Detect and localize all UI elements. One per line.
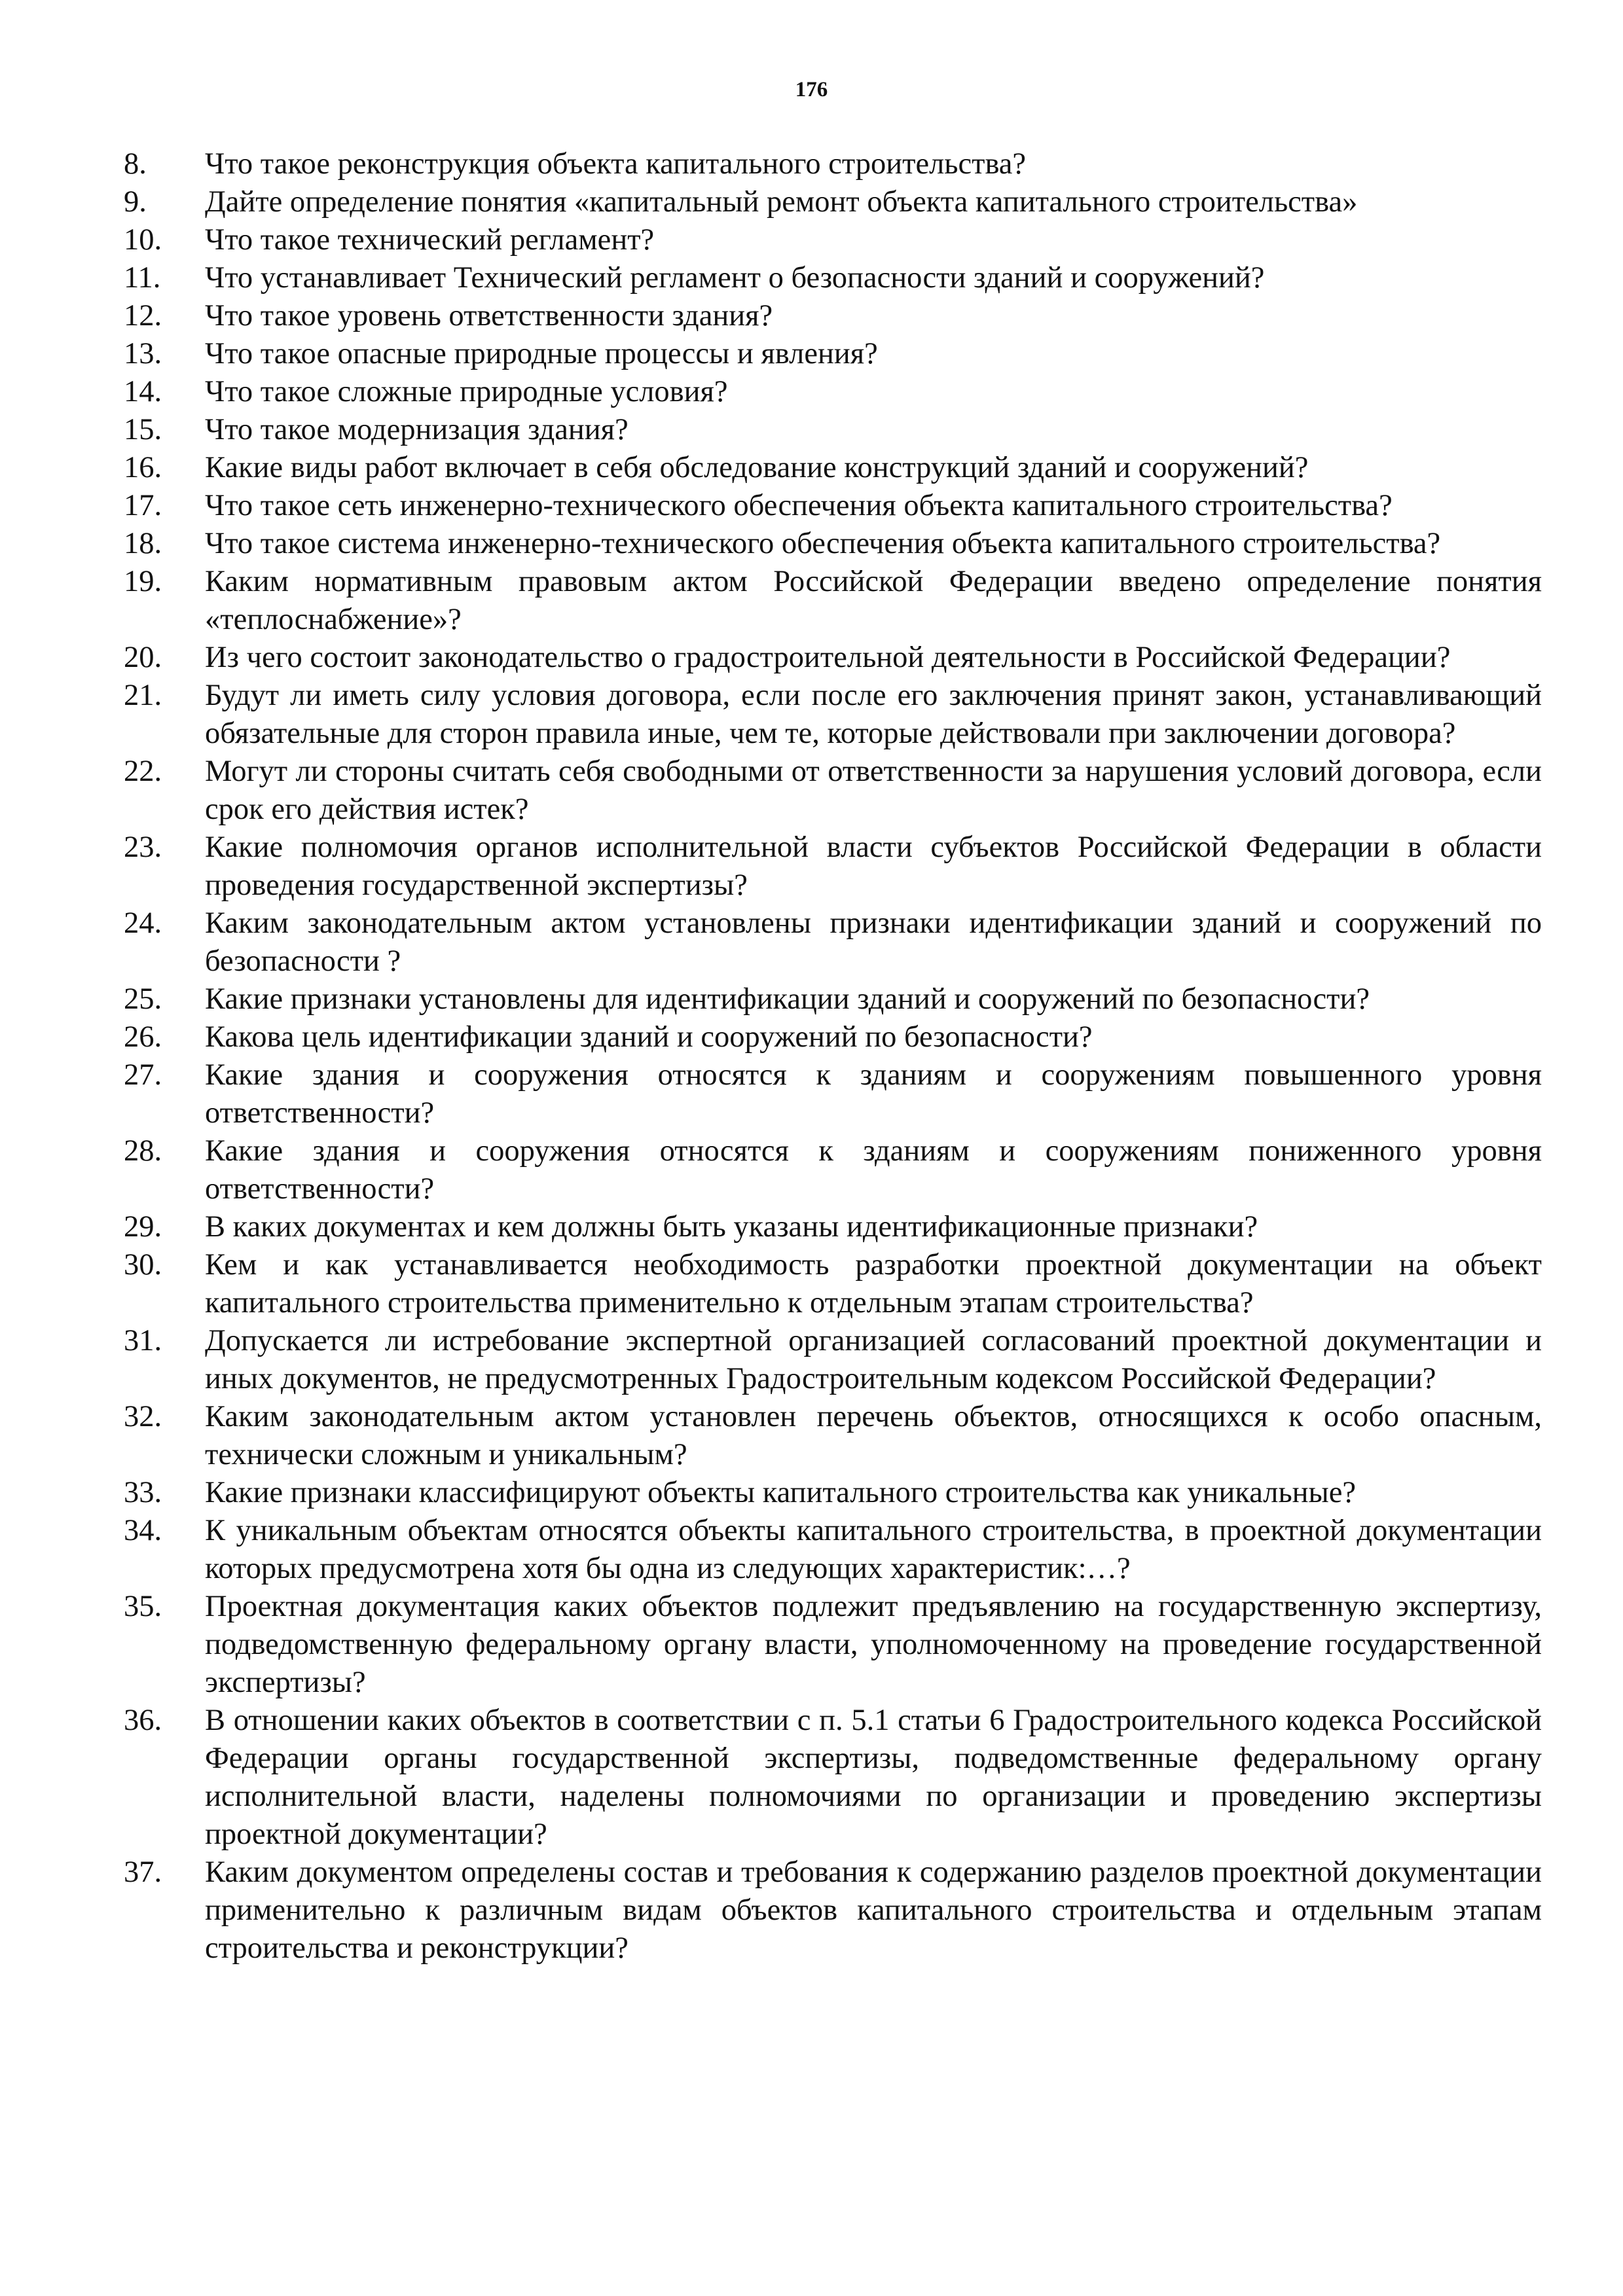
question-text: Каким законодательным актом установлен перечень объектов, относящихся к особо опасным, технически сложным и уникальным? — [205, 1400, 1542, 1471]
question-number: 25. — [124, 982, 162, 1016]
question-item — [124, 980, 1542, 1018]
question-item — [124, 221, 1542, 259]
question-text: Какие виды работ включает в себя обследование конструкций зданий и сооружений? — [205, 451, 1309, 484]
question-item — [124, 1702, 1542, 1854]
question-item — [124, 1246, 1542, 1322]
question-number: 21. — [124, 679, 162, 712]
question-item — [124, 829, 1542, 905]
question-number: 27. — [124, 1058, 162, 1092]
question-text: Проектная документация каких объектов подлежит предъявлению на государственную экспертизу, подведомственную федеральному органу власти, уполномоченному на проведение государственной экспертизы? — [205, 1590, 1542, 1699]
question-item — [124, 1474, 1542, 1512]
question-number: 23. — [124, 831, 162, 864]
question-item — [124, 525, 1542, 563]
question-item — [124, 677, 1542, 753]
question-number: 36. — [124, 1704, 162, 1737]
question-item — [124, 1018, 1542, 1056]
question-text: Что такое сложные природные условия? — [205, 375, 728, 408]
question-item — [124, 1208, 1542, 1246]
question-item — [124, 1056, 1542, 1132]
question-item — [124, 753, 1542, 829]
question-number: 10. — [124, 223, 162, 257]
question-number: 26. — [124, 1020, 162, 1054]
question-item — [124, 1398, 1542, 1474]
question-number: 20. — [124, 641, 162, 674]
question-text: К уникальным объектам относятся объекты капитального строительства, в проектной документации которых предусмотрена хотя бы одна из следующих характеристик:…? — [205, 1514, 1542, 1585]
question-text: Что такое реконструкция объекта капитального строительства? — [205, 147, 1027, 181]
question-number: 14. — [124, 375, 162, 408]
question-number: 12. — [124, 299, 162, 332]
question-item — [124, 183, 1542, 221]
question-item — [124, 1588, 1542, 1702]
question-item — [124, 563, 1542, 639]
question-list — [124, 145, 1542, 1967]
question-text: Какие полномочия органов исполнительной власти субъектов Российской Федерации в области проведения государственной экспертизы? — [205, 831, 1542, 902]
question-number: 19. — [124, 565, 162, 598]
question-item — [124, 449, 1542, 487]
question-text: В каких документах и кем должны быть указаны идентификационные признаки? — [205, 1210, 1258, 1244]
question-number: 37. — [124, 1856, 162, 1889]
question-number: 11. — [124, 261, 161, 295]
question-text: Будут ли иметь силу условия договора, если после его заключения принят закон, устанавливающий обязательные для сторон правила иные, чем те, которые действовали при заключении договора? — [205, 679, 1542, 750]
page-number: 176 — [795, 78, 828, 101]
question-number: 30. — [124, 1248, 162, 1282]
question-text: Что такое опасные природные процессы и явления? — [205, 337, 878, 370]
question-number: 24. — [124, 906, 162, 940]
question-text: В отношении каких объектов в соответствии с п. 5.1 статьи 6 Градостроительного кодекса Российской Федерации органы государственной экспертизы, подведомственные федеральному органу исполнительной власти, наделены полномочиями по организации и проведению экспертизы проектной документации? — [205, 1704, 1542, 1851]
question-text: Каким нормативным правовым актом Российской Федерации введено определение понятия «теплоснабжение»? — [205, 565, 1542, 636]
question-number: 34. — [124, 1514, 162, 1547]
question-item — [124, 145, 1542, 183]
question-text: Что такое сеть инженерно-технического обеспечения объекта капитального строительства? — [205, 489, 1393, 522]
question-number: 35. — [124, 1590, 162, 1623]
question-text: Какова цель идентификации зданий и сооружений по безопасности? — [205, 1020, 1093, 1054]
question-number: 29. — [124, 1210, 162, 1244]
question-text: Из чего состоит законодательство о градостроительной деятельности в Российской Федерации? — [205, 641, 1451, 674]
question-text: Что такое модернизация здания? — [205, 413, 629, 446]
question-item — [124, 411, 1542, 449]
question-number: 18. — [124, 527, 162, 560]
question-text: Какие признаки установлены для идентификации зданий и сооружений по безопасности? — [205, 982, 1370, 1016]
question-item — [124, 487, 1542, 525]
question-number: 15. — [124, 413, 162, 446]
question-text: Какие признаки классифицируют объекты капитального строительства как уникальные? — [205, 1476, 1357, 1509]
question-number: 17. — [124, 489, 162, 522]
question-item — [124, 905, 1542, 980]
question-text: Какие здания и сооружения относятся к зданиям и сооружениям повышенного уровня ответственности? — [205, 1058, 1542, 1130]
question-item — [124, 1322, 1542, 1398]
question-number: 13. — [124, 337, 162, 370]
question-text: Что устанавливает Технический регламент о безопасности зданий и сооружений? — [205, 261, 1265, 295]
question-text: Что такое уровень ответственности здания? — [205, 299, 773, 332]
question-number: 16. — [124, 451, 162, 484]
question-item — [124, 639, 1542, 677]
question-item — [124, 335, 1542, 373]
question-number: 32. — [124, 1400, 162, 1433]
question-text: Каким законодательным актом установлены признаки идентификации зданий и сооружений по безопасности ? — [205, 906, 1542, 978]
question-item — [124, 1854, 1542, 1967]
question-text: Что такое технический регламент? — [205, 223, 655, 257]
question-number: 22. — [124, 755, 162, 788]
question-text: Допускается ли истребование экспертной организацией согласований проектной документации и иных документов, не предусмотренных Градостроительным кодексом Российской Федерации? — [205, 1324, 1542, 1395]
question-number: 33. — [124, 1476, 162, 1509]
question-item — [124, 1512, 1542, 1588]
question-text: Какие здания и сооружения относятся к зданиям и сооружениям пониженного уровня ответственности? — [205, 1134, 1542, 1206]
question-number: 8. — [124, 147, 147, 181]
question-item — [124, 1132, 1542, 1208]
question-item — [124, 259, 1542, 297]
question-number: 9. — [124, 185, 147, 219]
question-number: 28. — [124, 1134, 162, 1168]
question-number: 31. — [124, 1324, 162, 1357]
question-text: Дайте определение понятия «капитальный ремонт объекта капитального строительства» — [205, 185, 1358, 219]
question-item — [124, 297, 1542, 335]
question-text: Каким документом определены состав и требования к содержанию разделов проектной документации применительно к различным видам объектов капитального строительства и отдельным этапам строительства и реконструкции? — [205, 1856, 1542, 1965]
question-text: Могут ли стороны считать себя свободными от ответственности за нарушения условий договора, если срок его действия истек? — [205, 755, 1542, 826]
question-text: Что такое система инженерно-технического обеспечения объекта капитального строительства? — [205, 527, 1441, 560]
question-text: Кем и как устанавливается необходимость разработки проектной документации на объект капитального строительства применительно к отдельным этапам строительства? — [205, 1248, 1542, 1319]
question-item — [124, 373, 1542, 411]
